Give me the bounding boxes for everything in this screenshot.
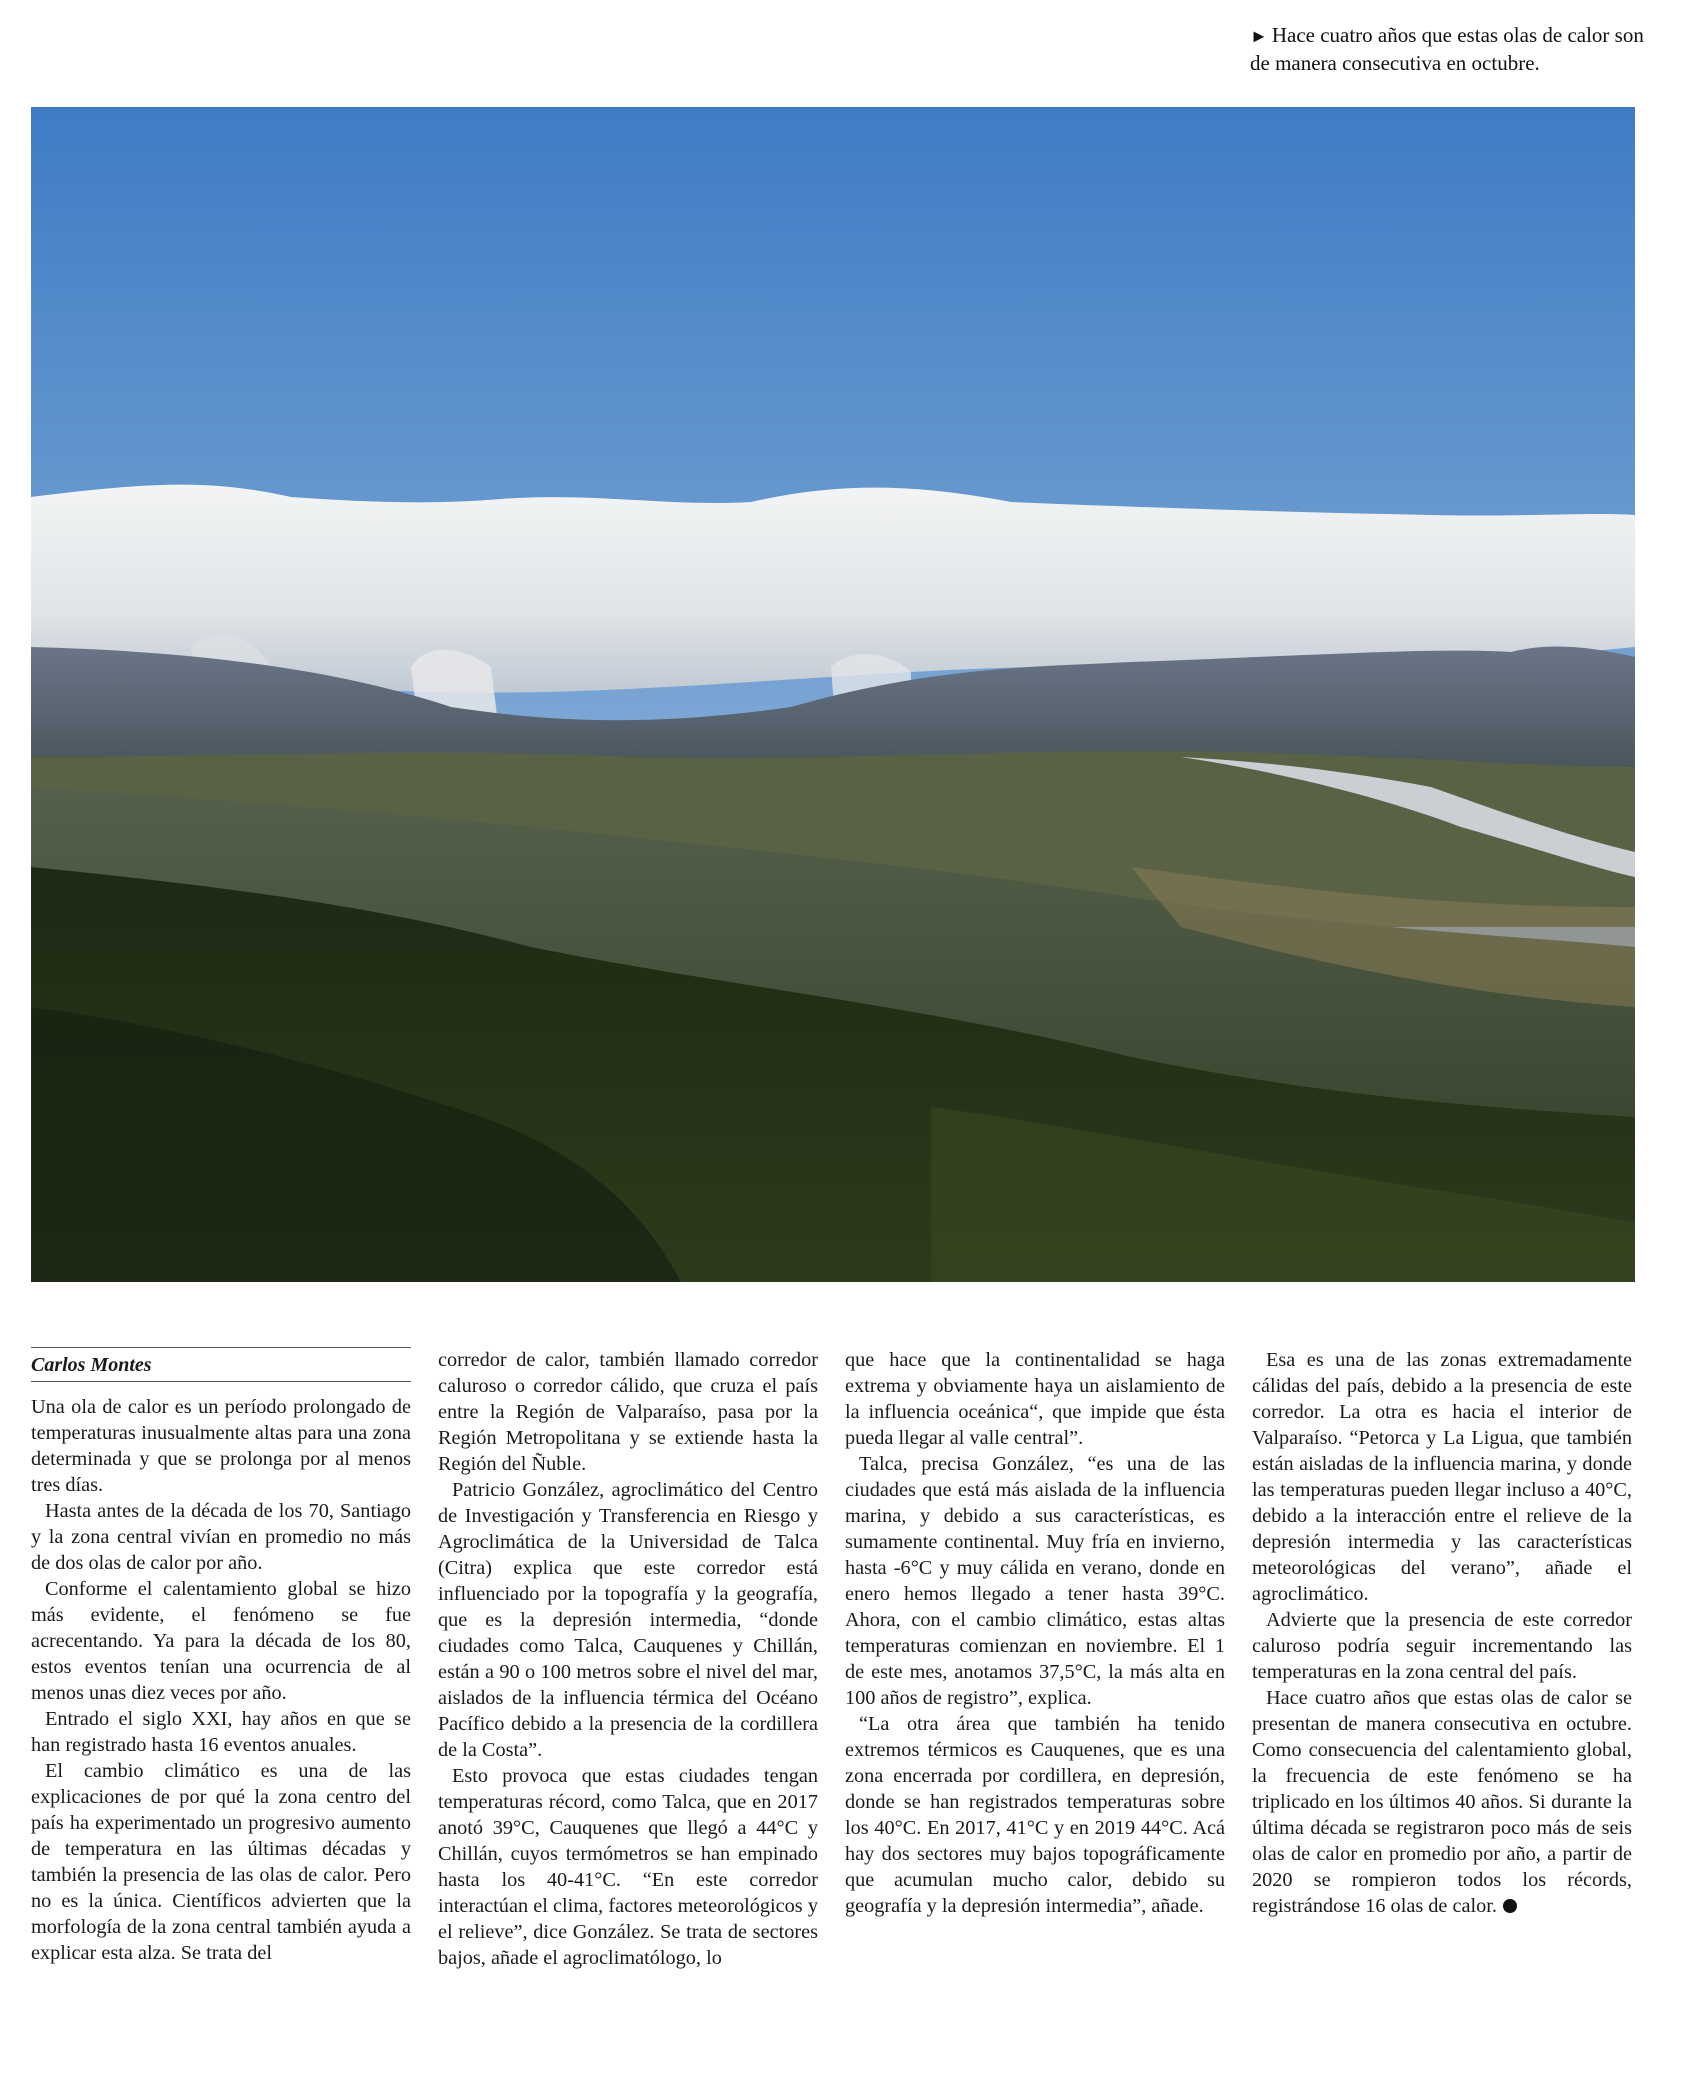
paragraph: Esa es una de las zonas extremadamente cálidas del país, debido a la presencia de este corredor. La otra es hacia el interior de Valparaíso. “Petorca y La Ligua, que también están aisladas de la influencia marina, y donde las temperaturas pueden llegar incluso a 40°C, debido a la interacción entre el relieve de la depresión intermedia y las características meteorológicas del verano”, añade el agroclimático. xyxy=(1252,1349,1632,1605)
paragraph: Advierte que la presencia de este corredor caluroso podría seguir incrementando las temperaturas en la zona central del país. xyxy=(1252,1609,1632,1683)
paragraph: Esto provoca que estas ciudades tengan temperaturas récord, como Talca, que en 2017 anotó 39°C, Cauquenes que llegó a 44°C y Chillán, cuyos termómetros se han empinado hasta los 40-41°C. “En este corredor interactúan el clima, factores meteorológicos y el relieve”, dice González. Se trata de sectores bajos, añade el agroclimatólogo, lo xyxy=(438,1765,818,1969)
right-triangle-icon: ► xyxy=(1250,26,1268,46)
author-byline: Carlos Montes xyxy=(31,1347,411,1382)
paragraph: “La otra área que también ha tenido extremos térmicos es Cauquenes, que es una zona encerrada por cordillera, en depresión, donde se han registrados temperaturas sobre los 40°C. En 2017, 41°C y en 2019 44°C. Acá hay dos sectores muy bajos topográficamente que acumulan mucho calor, debido su geografía y la depresión intermedia”, añade. xyxy=(845,1713,1225,1917)
paragraph: Entrado el siglo XXI, hay años en que se han registrado hasta 16 eventos anuales. xyxy=(31,1708,411,1756)
paragraph: El cambio climático es una de las explicaciones de por qué la zona centro del país ha experimentado un progresivo aumento de temperatura en las últimas décadas y también la presencia de las olas de calor. Pero no es la única. Científicos advierten que la morfología de la zona central también ayuda a explicar esta alza. Se trata del xyxy=(31,1760,411,1964)
final-paragraph-text: Hace cuatro años que estas olas de calor se presentan de manera consecutiva en octubre. Como consecuencia del calentamiento global, la frecuencia de este fenómeno se ha triplicado en los últimos 40 años. Si durante la última década se registraron poco más de seis olas de calor en promedio por año, a partir de 2020 se rompieron todos los récords, registrándose 16 olas de calor. xyxy=(1252,1687,1632,1917)
article-column-2 xyxy=(438,1347,818,1971)
paragraph: Talca, precisa González, “es una de las ciudades que está más aislada de la influencia marina, y debido a sus características, es sumamente continental. Muy fría en invierno, hasta -6°C y muy cálida en verano, donde en enero hemos llegado a tener hasta 39°C. Ahora, con el cambio climático, estas altas temperaturas comienzan en noviembre. El 1 de este mes, anotamos 37,5°C, la más alta en 100 años de registro”, explica. xyxy=(845,1453,1225,1709)
paragraph: Patricio González, agroclimático del Centro de Investigación y Transferencia en Riesgo y Agroclimática de la Universidad de Talca (Citra) explica que este corredor está influenciado por la topografía y la geografía, que es la depresión intermedia, “donde ciudades como Talca, Cauquenes y Chillán, están a 90 o 100 metros sobre el nivel del mar, aislados de la influencia térmica del Océano Pacífico debido a la presencia de la cordillera de la Costa”. xyxy=(438,1479,818,1761)
paragraph: que hace que la continentalidad se haga extrema y obviamente haya un aislamiento de la influencia oceánica“, que impide que ésta pueda llegar al valle central”. xyxy=(845,1349,1225,1449)
landscape-illustration xyxy=(31,107,1635,1282)
article-column-1 xyxy=(31,1347,411,1966)
end-of-article-dot-icon xyxy=(1503,1899,1517,1913)
paragraph: corredor de calor, también llamado corredor caluroso o corredor cálido, que cruza el país entre la Región de Valparaíso, pasa por la Región Metropolitana y se extiende hasta la Región del Ñuble. xyxy=(438,1349,818,1475)
paragraph: Conforme el calentamiento global se hizo más evidente, el fenómeno se fue acrecentando. Ya para la década de los 80, estos eventos tenían una ocurrencia de al menos unas diez veces por año. xyxy=(31,1578,411,1704)
paragraph: Hasta antes de la década de los 70, Santiago y la zona central vivían en promedio no más de dos olas de calor por año. xyxy=(31,1500,411,1574)
paragraph-final xyxy=(1252,1685,1632,1919)
paragraph: Una ola de calor es un período prolongado de temperaturas inusualmente altas para una zona determinada y que se prolonga por al menos tres días. xyxy=(31,1396,411,1496)
photo-caption xyxy=(1250,22,1650,77)
article-column-4 xyxy=(1252,1347,1632,1919)
aerial-landscape-photo xyxy=(31,107,1635,1282)
caption-text: Hace cuatro años que estas olas de calor son de manera consecutiva en octubre. xyxy=(1250,23,1644,75)
article-column-3 xyxy=(845,1347,1225,1919)
